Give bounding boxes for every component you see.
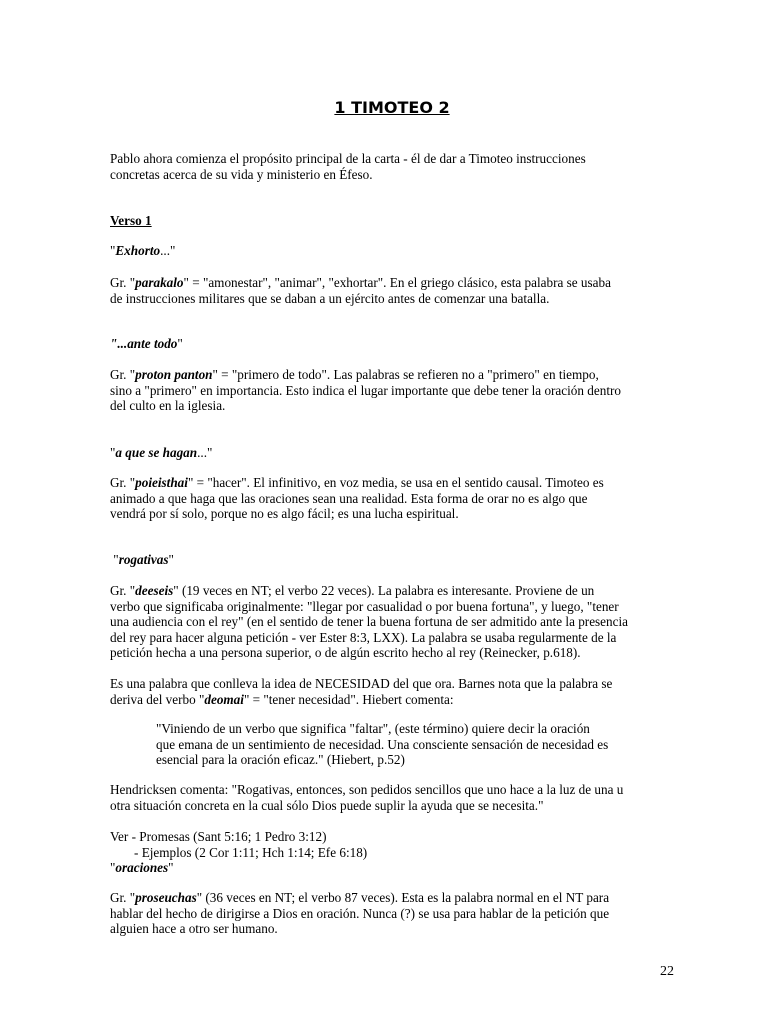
- term-word: a que se hagan: [115, 445, 198, 460]
- gr-proton-panton-paragraph: [110, 367, 670, 414]
- page-number: 22: [660, 964, 674, 979]
- text-line: sino a "primero" en importancia. Esto indica el lugar importante que debe tener la oración dentro: [110, 382, 621, 398]
- gr-prefix: Gr. ": [110, 890, 136, 905]
- text-line: verbo que significaba originalmente: "llegar por casualidad o por buena fortuna", y luego, "tener: [110, 598, 619, 614]
- intro-paragraph: [110, 151, 670, 182]
- text-run: " = "amonestar", "animar", "exhortar". En el griego clásico, esta palabra se usaba: [183, 275, 611, 290]
- text-line: hablar del hecho de dirigirse a Dios en oración. Nunca (?) se usa para hablar de la petición que: [110, 905, 610, 921]
- page-title: 1 TIMOTEO 2: [334, 98, 450, 117]
- term-word: "...ante todo: [110, 336, 178, 351]
- greek-word: proton panton: [135, 367, 213, 382]
- text-line: vendrá por sí solo, porque no es algo fácil; es una lucha espiritual.: [110, 506, 459, 522]
- term-word: Exhorto: [115, 243, 161, 258]
- text-line: Hendricksen comenta: "Rogativas, entonces, son pedidos sencillos que uno hace a la luz de una u: [110, 782, 624, 797]
- gr-proseuchas-paragraph: [110, 890, 670, 937]
- greek-word: parakalo: [135, 275, 184, 290]
- text-run: " = "primero de todo". Las palabras se refieren no a "primero" en tiempo,: [212, 367, 599, 382]
- term-ante-todo: "...ante todo": [110, 336, 183, 351]
- text-line: otra situación concreta en la cual sólo Dios puede suplir la ayuda que se necesita.": [110, 797, 544, 813]
- greek-word: deeseis: [135, 583, 174, 598]
- text-line: una audiencia con el rey" (en el sentido de tener la buena fortuna de ser admitido ante la presencia: [110, 614, 629, 630]
- gr-prefix: Gr. ": [110, 275, 136, 290]
- quote-line: "Viniendo de un verbo que significa "faltar", (este término) quiere decir la oración: [156, 721, 590, 736]
- text-line: del rey para hacer alguna petición - ver Ester 8:3, LXX). La palabra se usaba regularmente de la: [110, 629, 617, 645]
- gr-parakalo-paragraph: [110, 275, 670, 306]
- gr-poieisthai-paragraph: [110, 475, 670, 522]
- gr-prefix: Gr. ": [110, 583, 136, 598]
- hendricksen-paragraph: [110, 782, 670, 813]
- greek-word: poieisthai: [135, 475, 188, 490]
- verse-heading: Verso 1: [110, 213, 152, 228]
- text-line: animado a que haga que las oraciones sean una realidad. Esta forma de orar no es algo que: [110, 490, 588, 506]
- text-run: deriva del verbo ": [110, 691, 205, 707]
- reference-line: Ver - Promesas (Sant 5:16; 1 Pedro 3:12): [110, 829, 327, 844]
- text-run: " = "hacer". El infinitivo, en voz media, se usa en el sentido causal. Timoteo es: [187, 475, 604, 490]
- greek-word: deomai: [204, 691, 244, 707]
- text-run: " (36 veces en NT; el verbo 87 veces). Esta es la palabra normal en el NT para: [196, 890, 610, 905]
- term-oraciones: "oraciones": [110, 860, 174, 876]
- text-line: Es una palabra que conlleva la idea de NECESIDAD del que ora. Barnes nota que la palabra se: [110, 676, 613, 691]
- term-word: oraciones: [115, 860, 169, 876]
- quote-line: que emana de un sentimiento de necesidad. Una consciente sensación de necesidad es: [156, 736, 609, 752]
- text-line: de instrucciones militares que se daban a un ejército antes de comenzar una batalla.: [110, 290, 550, 306]
- gr-deeseis-paragraph: [110, 583, 670, 661]
- gr-prefix: Gr. ": [110, 475, 136, 490]
- term-rogativas: "rogativas": [110, 552, 174, 567]
- necesidad-paragraph: [110, 676, 670, 707]
- references-block: [110, 829, 670, 876]
- text-run: " (19 veces en NT; el verbo 22 veces). La palabra es interesante. Proviene de un: [173, 583, 595, 598]
- text-run: " = "tener necesidad". Hiebert comenta:: [243, 691, 454, 707]
- text-line: del culto en la iglesia.: [110, 398, 226, 414]
- text-line: petición hecha a una persona superior, o de algún escrito hecho al rey (Reinecker, p.618).: [110, 645, 581, 661]
- text-line: alguien hace a otro ser humano.: [110, 921, 278, 937]
- hiebert-quote: [156, 721, 671, 768]
- greek-word: proseuchas: [135, 890, 197, 905]
- quote-line: esencial para la oración eficaz." (Hiebert, p.52): [156, 752, 405, 768]
- intro-line: concretas acerca de su vida y ministerio en Éfeso.: [110, 166, 373, 182]
- term-word: rogativas: [118, 552, 169, 567]
- intro-line: Pablo ahora comienza el propósito principal de la carta - él de dar a Timoteo instrucciones: [110, 151, 586, 166]
- term-a-que-se-hagan: "a que se hagan...": [110, 445, 213, 460]
- reference-line: - Ejemplos (2 Cor 1:11; Hch 1:14; Efe 6:18): [134, 844, 368, 860]
- term-exhorto: "Exhorto...": [110, 243, 176, 258]
- gr-prefix: Gr. ": [110, 367, 136, 382]
